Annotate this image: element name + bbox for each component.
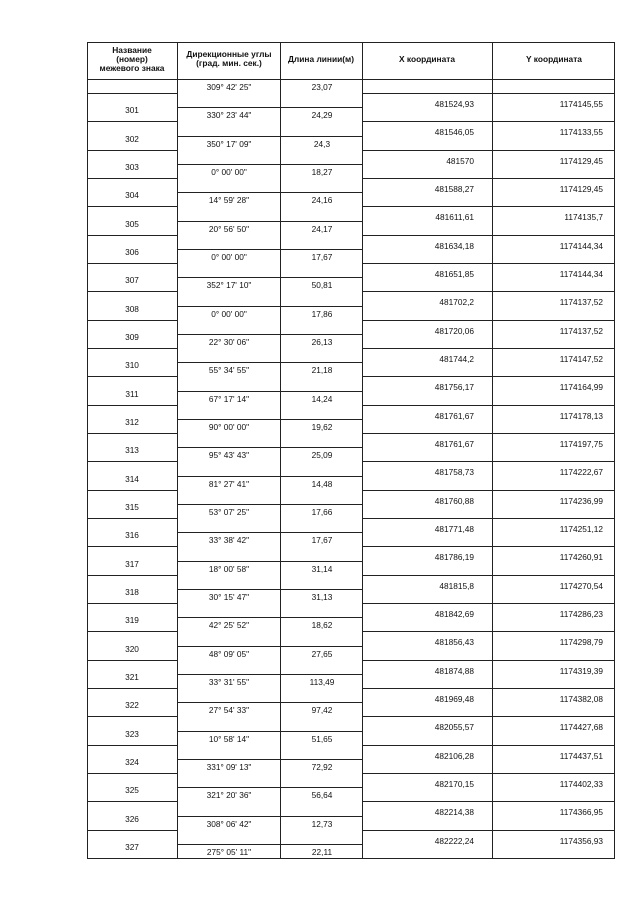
x-coordinate-cell: 481761,67	[434, 439, 474, 450]
name-row-border	[87, 93, 177, 94]
boundary-point-name-cell: 304	[125, 190, 139, 201]
direction-angle-cell: 309° 42' 25"	[206, 82, 252, 92]
direction-angle-cell: 308° 06' 42"	[206, 818, 252, 829]
coord-row-border	[362, 801, 614, 802]
x-coordinate-cell: 482222,24	[434, 835, 474, 846]
x-coordinate-cell: 481546,05	[434, 127, 474, 138]
x-coordinate-cell: 482055,57	[434, 722, 474, 733]
x-coordinate-cell: 481702,2	[439, 297, 474, 308]
x-coordinate-cell: 481758,73	[434, 467, 474, 478]
y-coordinate-cell: 1174147,52	[559, 354, 603, 365]
y-coordinate-cell: 1174251,12	[559, 524, 603, 535]
direction-angle-cell: 90° 00' 00"	[208, 421, 250, 432]
direction-angle-cell: 352° 17' 10"	[206, 280, 252, 291]
name-row-border	[87, 518, 177, 519]
direction-angle-cell: 18° 00' 58"	[208, 563, 250, 574]
segment-row-border	[177, 759, 362, 760]
coord-row-border	[362, 660, 614, 661]
y-coordinate-cell: 1174197,75	[559, 439, 603, 450]
segment-row-border	[177, 362, 362, 363]
x-coordinate-cell: 481570	[446, 155, 474, 166]
line-length-cell: 26,13	[311, 336, 333, 347]
y-coordinate-cell: 1174129,45	[559, 184, 603, 195]
boundary-point-name-cell: 323	[125, 728, 139, 739]
line-length-cell: 51,65	[311, 733, 333, 744]
line-length-cell: 31,13	[311, 591, 333, 602]
line-length-cell: 50,81	[311, 280, 333, 291]
boundary-point-name-cell: 313	[125, 445, 139, 456]
segment-row-border	[177, 447, 362, 448]
name-row-border	[87, 830, 177, 831]
segment-row-border	[177, 334, 362, 335]
line-length-cell: 17,86	[311, 308, 333, 319]
table-top-border	[87, 42, 615, 43]
name-row-border	[87, 575, 177, 576]
y-coordinate-cell: 1174145,55	[559, 99, 603, 110]
line-length-cell: 56,64	[311, 790, 333, 801]
x-coordinate-cell: 481969,48	[434, 694, 474, 705]
line-length-cell: 17,67	[311, 535, 333, 546]
name-row-border	[87, 263, 177, 264]
header-angle-line-2: (град. мин. сек.)	[196, 58, 262, 68]
boundary-point-name-cell: 325	[125, 785, 139, 796]
coord-row-border	[362, 603, 614, 604]
name-row-border	[87, 773, 177, 774]
boundary-point-name-cell: 310	[125, 360, 139, 371]
coord-row-border	[362, 178, 614, 179]
segment-row-border	[177, 136, 362, 137]
direction-angle-cell: 27° 54' 33"	[208, 705, 250, 716]
direction-angle-cell: 30° 15' 47"	[208, 591, 250, 602]
segment-row-border	[177, 277, 362, 278]
header-name-line-3: межевого знака	[99, 63, 165, 73]
segment-row-border	[177, 646, 362, 647]
line-length-cell: 14,24	[311, 393, 333, 404]
boundary-point-name-cell: 321	[125, 671, 139, 682]
direction-angle-cell: 20° 56' 50"	[208, 223, 250, 234]
segment-row-border	[177, 532, 362, 533]
direction-angle-cell: 81° 27' 41"	[208, 478, 250, 489]
boundary-point-name-cell: 306	[125, 246, 139, 257]
boundary-point-name-cell: 303	[125, 161, 139, 172]
line-length-cell: 18,62	[311, 620, 333, 631]
header-bottom-border	[87, 79, 615, 80]
line-length-cell: 25,09	[311, 450, 333, 461]
boundary-point-name-cell: 326	[125, 813, 139, 824]
boundary-point-name-cell: 305	[125, 218, 139, 229]
segment-row-border	[177, 787, 362, 788]
coord-row-border	[362, 858, 614, 859]
y-coordinate-cell: 1174137,52	[559, 325, 603, 336]
direction-angle-cell: 33° 31' 55"	[208, 676, 250, 687]
header-name-line-1: Название	[112, 45, 152, 55]
column-divider	[492, 42, 493, 859]
segment-row-border	[177, 107, 362, 108]
y-coordinate-cell: 1174382,08	[559, 694, 603, 705]
name-row-border	[87, 631, 177, 632]
name-row-border	[87, 745, 177, 746]
name-row-border	[87, 490, 177, 491]
line-length-cell-last: 22,11	[311, 846, 333, 857]
boundary-point-name-cell: 308	[125, 303, 139, 314]
coord-row-border	[362, 773, 614, 774]
segment-row-border	[177, 844, 362, 845]
line-length-cell: 27,65	[311, 648, 333, 659]
segment-row-border	[177, 816, 362, 817]
segment-row-border	[177, 674, 362, 675]
boundary-point-name-cell: 307	[125, 275, 139, 286]
direction-angle-cell: 0° 00' 00"	[211, 308, 247, 319]
line-length-cell: 12,73	[311, 818, 333, 829]
coord-row-border	[362, 716, 614, 717]
name-row-border	[87, 461, 177, 462]
coord-row-border	[362, 348, 614, 349]
direction-angle-cell: 95° 43' 43"	[208, 450, 250, 461]
name-row-border	[87, 235, 177, 236]
coord-row-border	[362, 291, 614, 292]
x-coordinate-cell: 481634,18	[434, 240, 474, 251]
name-row-border	[87, 716, 177, 717]
direction-angle-cell: 331° 09' 13"	[206, 761, 252, 772]
boundary-point-name-cell: 311	[125, 388, 139, 399]
name-row-border	[87, 801, 177, 802]
segment-row-border	[177, 617, 362, 618]
direction-angle-cell: 330° 23' 44"	[206, 110, 252, 121]
header-angle-line-1: Дирекционные углы	[186, 49, 272, 59]
direction-angle-cell: 350° 17' 09"	[206, 138, 252, 149]
coord-row-border	[362, 688, 614, 689]
line-length-cell: 24,29	[311, 110, 333, 121]
name-row-border	[87, 206, 177, 207]
coord-row-border	[362, 405, 614, 406]
name-row-border	[87, 150, 177, 151]
column-divider	[614, 42, 615, 859]
x-coordinate-cell: 481874,88	[434, 665, 474, 676]
boundary-point-name-cell: 302	[125, 133, 139, 144]
coord-row-border	[362, 320, 614, 321]
line-length-cell: 31,14	[311, 563, 333, 574]
name-row-border	[87, 405, 177, 406]
y-coordinate-cell: 1174236,99	[559, 495, 603, 506]
x-coordinate-cell: 481611,61	[435, 212, 474, 223]
direction-angle-cell: 67° 17' 14"	[208, 393, 250, 404]
x-coordinate-cell: 481815,8	[439, 580, 474, 591]
name-row-border	[87, 688, 177, 689]
coord-row-border	[362, 433, 614, 434]
coord-row-border	[362, 263, 614, 264]
x-coordinate-cell: 482214,38	[434, 807, 474, 818]
direction-angle-cell: 33° 38' 42"	[208, 535, 250, 546]
direction-angle-cell: 0° 00' 00"	[211, 166, 247, 177]
segment-row-border	[177, 249, 362, 250]
coord-row-border	[362, 376, 614, 377]
name-row-border	[87, 858, 177, 859]
segment-row-border	[177, 702, 362, 703]
direction-angle-cell: 10° 58' 14"	[208, 733, 250, 744]
x-coordinate-cell: 481720,06	[434, 325, 474, 336]
line-length-cell: 113,49	[309, 676, 335, 687]
direction-angle-cell: 42° 25' 52"	[208, 620, 250, 631]
y-coordinate-cell: 1174144,34	[559, 269, 603, 280]
y-coordinate-cell: 1174260,91	[559, 552, 603, 563]
segment-row-border	[177, 731, 362, 732]
line-length-cell: 72,92	[311, 761, 333, 772]
line-length-cell: 24,17	[311, 223, 333, 234]
header-length-col: Длина линии(м)	[287, 54, 355, 64]
x-coordinate-cell: 481588,27	[434, 184, 474, 195]
y-coordinate-cell: 1174178,13	[559, 410, 603, 421]
x-coordinate-cell: 481651,85	[434, 269, 474, 280]
header-y-col: Y координата	[526, 54, 582, 64]
coord-row-border	[362, 461, 614, 462]
x-coordinate-cell: 481842,69	[434, 609, 474, 620]
name-row-border	[87, 320, 177, 321]
y-coordinate-cell: 1174222,67	[559, 467, 603, 478]
name-row-border	[87, 291, 177, 292]
column-divider	[87, 42, 88, 859]
name-row-border	[87, 603, 177, 604]
x-coordinate-cell: 481856,43	[434, 637, 474, 648]
direction-angle-cell: 53° 07' 25"	[208, 506, 250, 517]
coord-row-border	[362, 546, 614, 547]
x-coordinate-cell: 481756,17	[434, 382, 474, 393]
y-coordinate-cell: 1174270,54	[559, 580, 603, 591]
line-length-cell: 24,16	[311, 195, 333, 206]
coord-row-border	[362, 206, 614, 207]
line-length-cell: 24,3	[313, 138, 331, 149]
line-length-cell: 23,07	[311, 82, 333, 92]
coord-row-border	[362, 575, 614, 576]
coord-row-border	[362, 830, 614, 831]
line-length-cell: 17,66	[311, 506, 333, 517]
y-coordinate-cell: 1174298,79	[559, 637, 603, 648]
y-coordinate-cell: 1174137,52	[559, 297, 603, 308]
y-coordinate-cell: 1174437,51	[559, 750, 603, 761]
boundary-point-name-cell: 315	[125, 501, 139, 512]
segment-row-border	[177, 504, 362, 505]
line-length-cell: 97,42	[311, 705, 333, 716]
name-row-border	[87, 546, 177, 547]
boundary-point-name-cell: 317	[125, 558, 139, 569]
x-coordinate-cell: 481761,67	[434, 410, 474, 421]
y-coordinate-cell: 1174402,33	[559, 779, 603, 790]
segment-row-border	[177, 476, 362, 477]
name-row-border	[87, 376, 177, 377]
y-coordinate-cell: 1174319,39	[559, 665, 603, 676]
line-length-cell: 19,62	[311, 421, 333, 432]
y-coordinate-cell: 1174144,34	[559, 240, 603, 251]
header-name-line-2: (номер)	[116, 54, 148, 64]
y-coordinate-cell: 1174427,68	[559, 722, 603, 733]
direction-angle-cell: 55° 34' 55"	[208, 365, 250, 376]
y-coordinate-cell: 1174366,95	[559, 807, 603, 818]
y-coordinate-cell: 1174286,23	[559, 609, 603, 620]
y-coordinate-cell: 1174133,55	[559, 127, 603, 138]
boundary-point-name-cell: 324	[125, 756, 139, 767]
line-length-cell: 17,67	[311, 251, 333, 262]
boundary-point-name-cell: 322	[125, 700, 139, 711]
coord-row-border	[362, 631, 614, 632]
x-coordinate-cell: 481786,19	[434, 552, 474, 563]
segment-row-border	[177, 561, 362, 562]
boundary-point-name-cell: 301	[125, 105, 139, 116]
boundary-point-name-cell: 316	[125, 530, 139, 541]
y-coordinate-cell: 1174129,45	[559, 155, 603, 166]
boundary-point-name-cell: 319	[125, 615, 139, 626]
direction-angle-cell: 14° 59' 28"	[208, 195, 250, 206]
name-row-border	[87, 660, 177, 661]
line-length-cell: 14,48	[311, 478, 333, 489]
boundary-point-name-cell: 314	[125, 473, 139, 484]
boundary-point-name-cell: 327	[125, 841, 139, 852]
direction-angle-cell: 321° 20' 36"	[206, 790, 252, 801]
coord-row-border	[362, 121, 614, 122]
y-coordinate-cell: 1174356,93	[559, 835, 603, 846]
coord-row-border	[362, 235, 614, 236]
coord-row-border	[362, 93, 614, 94]
boundary-point-name-cell: 320	[125, 643, 139, 654]
boundary-point-name-cell: 318	[125, 586, 139, 597]
name-row-border	[87, 178, 177, 179]
column-divider	[362, 42, 363, 859]
x-coordinate-cell: 481771,48	[434, 524, 474, 535]
coord-row-border	[362, 745, 614, 746]
x-coordinate-cell: 481744,2	[439, 354, 474, 365]
segment-row-border	[177, 164, 362, 165]
segment-row-border	[177, 221, 362, 222]
header-x-col: X координата	[398, 54, 456, 64]
y-coordinate-cell: 1174164,99	[559, 382, 603, 393]
name-row-border	[87, 433, 177, 434]
line-length-cell: 21,18	[311, 365, 333, 376]
coord-row-border	[362, 490, 614, 491]
segment-row-border	[177, 391, 362, 392]
coord-row-border	[362, 518, 614, 519]
direction-angle-cell: 22° 30' 06"	[208, 336, 250, 347]
y-coordinate-cell: 1174135,7	[564, 212, 603, 223]
x-coordinate-cell: 482170,15	[434, 779, 474, 790]
direction-angle-cell-last: 275° 05' 11"	[206, 846, 252, 857]
x-coordinate-cell: 481760,88	[434, 495, 474, 506]
boundary-point-name-cell: 309	[125, 331, 139, 342]
name-row-border	[87, 121, 177, 122]
segment-row-border	[177, 419, 362, 420]
x-coordinate-cell: 481524,93	[434, 99, 474, 110]
segment-row-border	[177, 306, 362, 307]
direction-angle-cell: 0° 00' 00"	[211, 251, 247, 262]
direction-angle-cell: 48° 09' 05"	[208, 648, 250, 659]
name-row-border	[87, 348, 177, 349]
segment-row-border	[177, 589, 362, 590]
coord-row-border	[362, 150, 614, 151]
x-coordinate-cell: 482106,28	[434, 750, 474, 761]
segment-row-border	[177, 192, 362, 193]
boundary-point-name-cell: 312	[125, 416, 139, 427]
line-length-cell: 18,27	[311, 166, 333, 177]
